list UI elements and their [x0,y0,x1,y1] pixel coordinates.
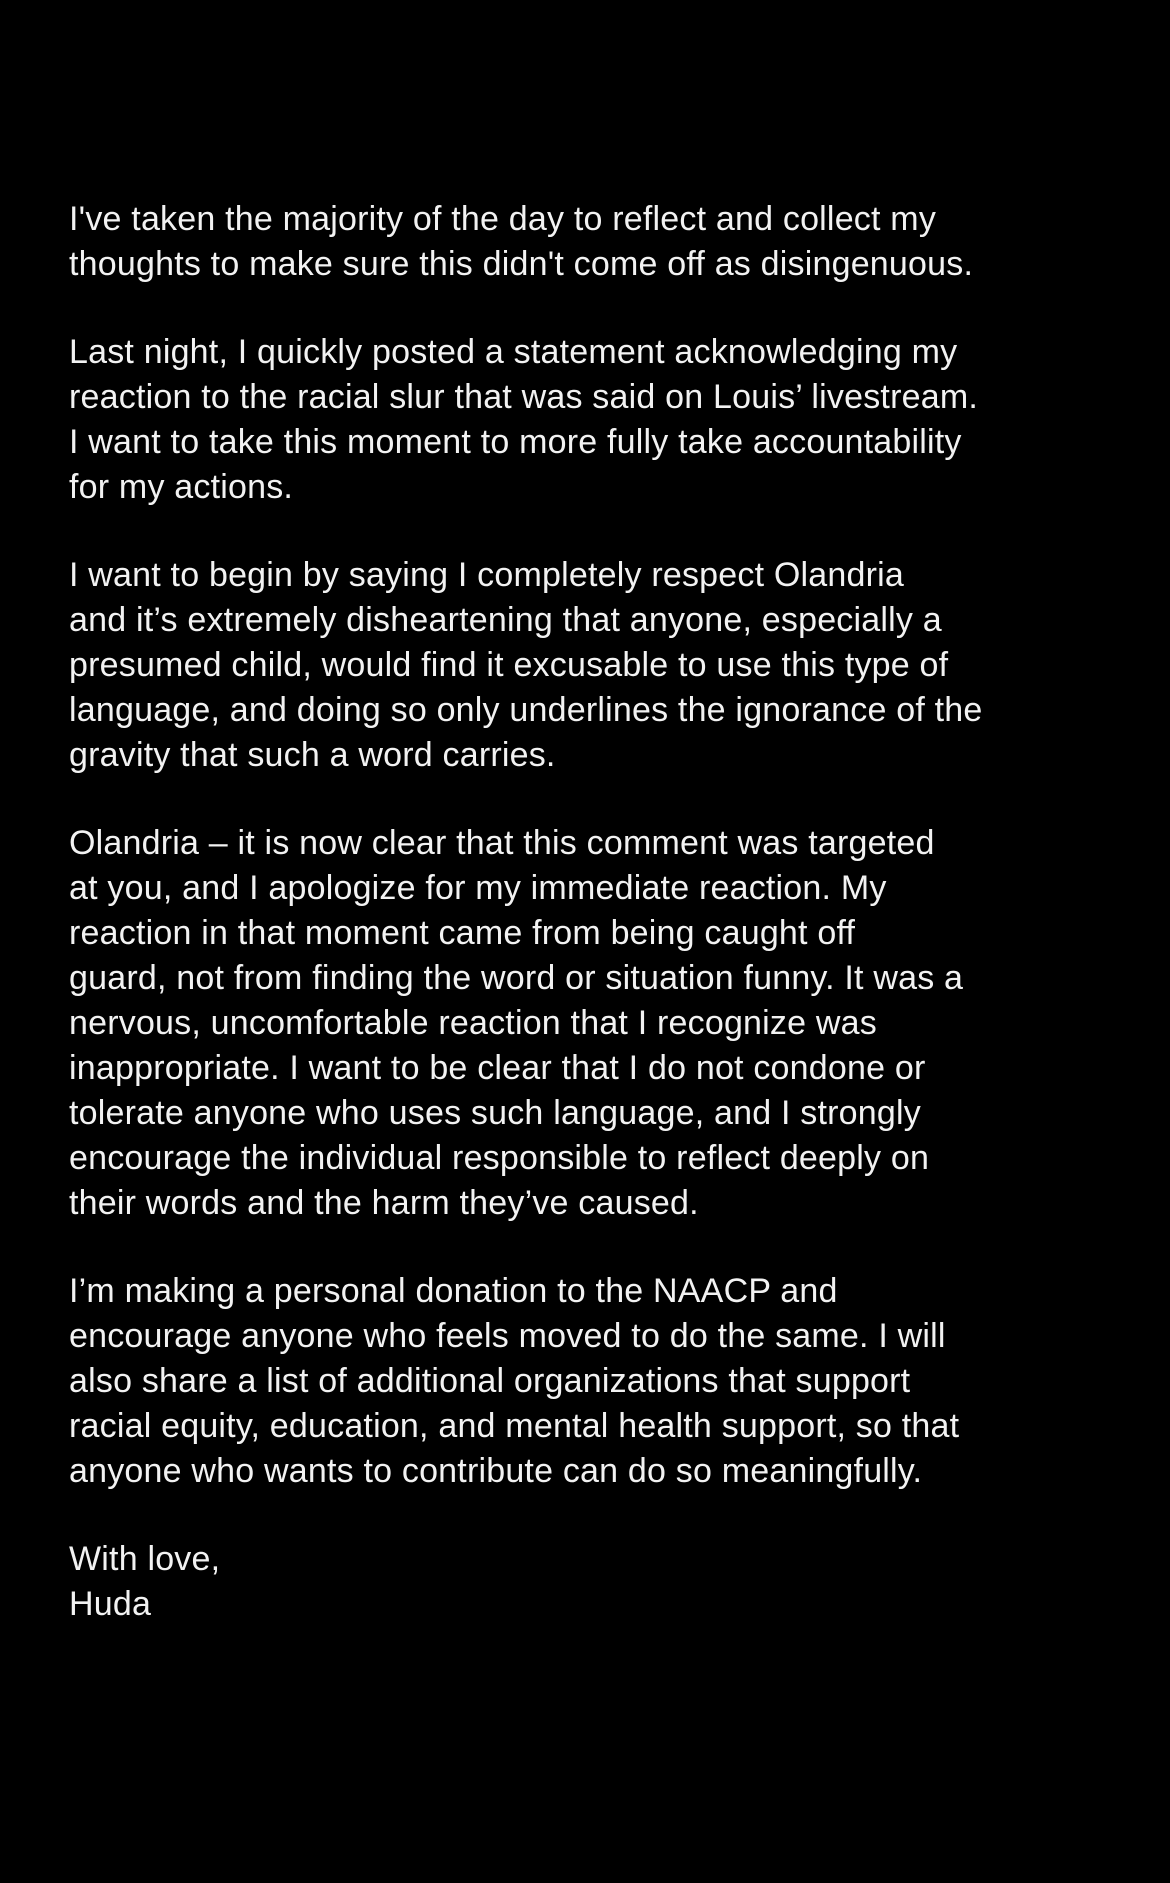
statement-line: nervous, uncomfortable reaction that I recognize was [69,1004,877,1042]
statement-line: tolerate anyone who uses such language, and I strongly [69,1094,921,1132]
statement-line: I want to begin by saying I completely respect Olandria [69,556,904,594]
statement-line: at you, and I apologize for my immediate reaction. My [69,869,887,907]
statement-line: their words and the harm they’ve caused. [69,1184,699,1222]
statement-line: language, and doing so only underlines the ignorance of the [69,691,983,729]
statement-line: I want to take this moment to more fully take accountability [69,423,962,461]
signature-name: Huda [69,1585,152,1623]
signature-closing: With love, [69,1540,221,1578]
statement-line: also share a list of additional organizations that support [69,1362,911,1400]
statement-line: encourage anyone who feels moved to do the same. I will [69,1317,946,1355]
statement-line: I’m making a personal donation to the NAACP and [69,1272,838,1310]
statement-line: guard, not from finding the word or situation funny. It was a [69,959,964,997]
statement-line: anyone who wants to contribute can do so meaningfully. [69,1452,923,1490]
statement-line: Olandria – it is now clear that this comment was targeted [69,824,935,862]
statement-line: and it’s extremely disheartening that anyone, especially a [69,601,942,639]
paragraph-5 [69,1269,1104,1494]
paragraph-4 [69,821,1104,1226]
statement-line: reaction in that moment came from being caught off [69,914,856,952]
statement-text [69,197,1104,1627]
signature [69,1537,1104,1627]
statement-line: presumed child, would find it excusable to use this type of [69,646,949,684]
statement-line: I've taken the majority of the day to reflect and collect my [69,200,937,238]
statement-line: for my actions. [69,468,294,506]
statement-line: racial equity, education, and mental health support, so that [69,1407,960,1445]
statement-line: reaction to the racial slur that was said on Louis’ livestream. [69,378,978,416]
statement-line: thoughts to make sure this didn't come off as disingenuous. [69,245,974,283]
paragraph-3 [69,553,1104,778]
paragraph-1 [69,197,1104,287]
statement-line: Last night, I quickly posted a statement acknowledging my [69,333,958,371]
paragraph-2 [69,330,1104,510]
statement-line: gravity that such a word carries. [69,736,556,774]
statement-line: encourage the individual responsible to reflect deeply on [69,1139,930,1177]
statement-line: inappropriate. I want to be clear that I do not condone or [69,1049,926,1087]
